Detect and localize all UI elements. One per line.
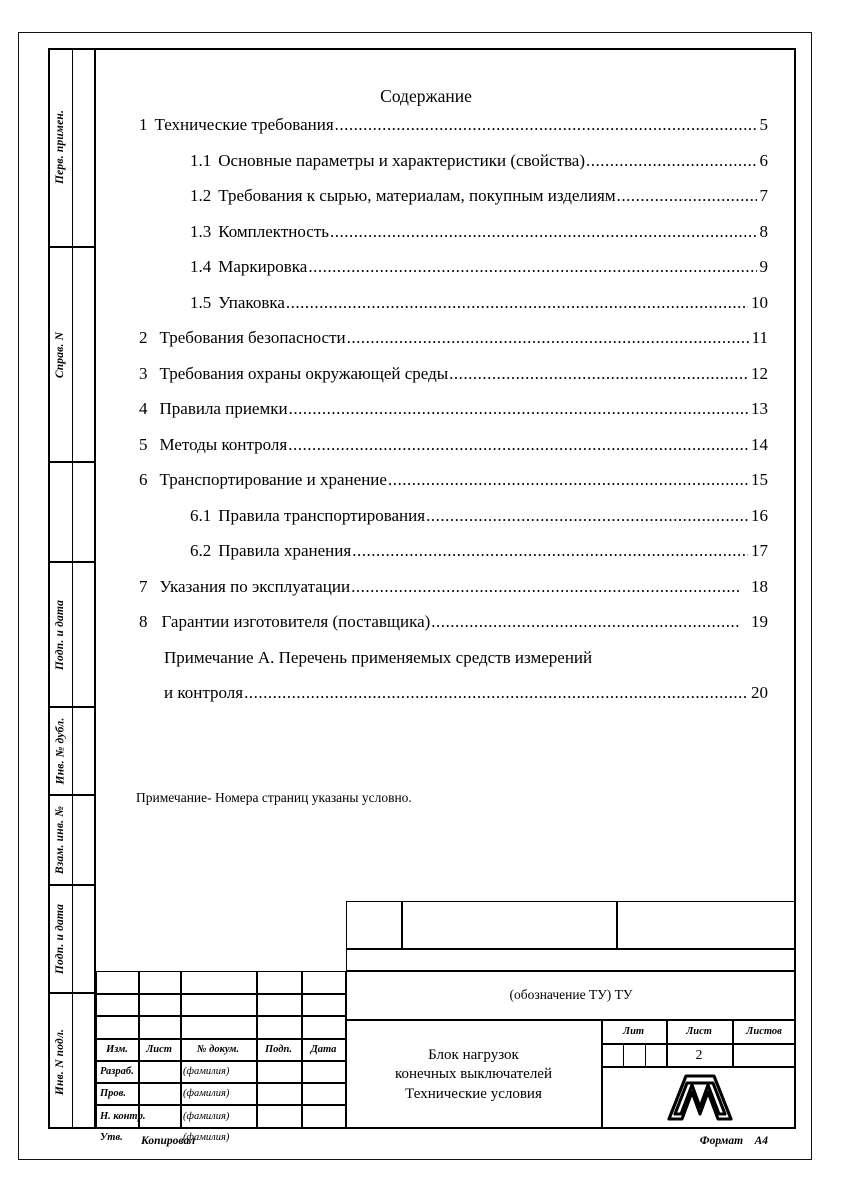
tb-product-name	[346, 1025, 601, 1125]
tb-header-izm: Изм.	[106, 1043, 128, 1055]
tb-sheet-label: Лист	[686, 1025, 712, 1037]
toc-label: Требования охраны окружающей среды	[159, 363, 449, 383]
toc-label: Транспортирование и хранение	[159, 470, 387, 489]
toc-page: 19	[751, 612, 768, 631]
toc-page: 15	[751, 470, 768, 489]
toc-label: Основные параметры и характеристики (свойства)	[218, 150, 586, 170]
tb-divider	[401, 901, 403, 949]
monogram-icon	[662, 1069, 736, 1127]
tb-name-nkontr: (фамилия)	[183, 1111, 230, 1122]
toc-leader	[586, 152, 756, 169]
toc-row[interactable]	[96, 436, 768, 453]
toc-page: 16	[751, 505, 768, 525]
margin-cell-sprav-n	[48, 248, 96, 463]
footer-format-value: А4	[754, 1135, 768, 1147]
toc-page: 7	[759, 186, 768, 205]
tb-role-nkontr: Н. контр.	[100, 1111, 146, 1122]
tb-header-list: Лист	[146, 1043, 172, 1055]
toc-label: Указания по эксплуатации	[159, 576, 351, 596]
toc-number: 4	[139, 399, 148, 418]
toc-number: 3	[139, 363, 148, 383]
margin-label: Инв. N подл.	[54, 1028, 66, 1095]
tb-upper-band	[346, 901, 796, 949]
footer-copied-label: Копировал	[141, 1135, 196, 1147]
toc-page: 12	[751, 363, 768, 383]
toc-number: 2	[139, 328, 148, 347]
toc-page: 10	[751, 292, 768, 312]
footer-format-label: Формат	[699, 1135, 744, 1147]
tb-lit-label: Лит	[622, 1025, 645, 1037]
toc-leader	[431, 613, 739, 630]
toc-number: 1	[139, 115, 148, 134]
footnote-text: Примечание- Номера страниц указаны условно.	[136, 790, 412, 805]
toc-number: 5	[139, 434, 148, 454]
toc-row[interactable]	[96, 507, 768, 524]
margin-cell-inner	[48, 463, 73, 561]
toc-number: 6.2	[190, 541, 212, 560]
margin-cell-podp-data-2	[48, 886, 96, 994]
toc-leader	[244, 684, 748, 701]
tb-designation: (обозначение ТУ) ТУ	[509, 987, 633, 1002]
footer-format	[700, 1135, 768, 1147]
tb-col-line	[645, 1043, 646, 1066]
toc-label: Упаковка	[218, 292, 285, 312]
toc-page: 9	[759, 257, 768, 276]
toc-number: 1.5	[190, 292, 212, 312]
toc-page: 17	[751, 541, 768, 560]
margin-cell-vzam-inv	[48, 796, 96, 886]
toc-label: Правила приемки	[159, 399, 288, 418]
tb-product-line-2: конечных выключателей	[394, 1066, 552, 1083]
toc-page: 18	[751, 576, 768, 596]
tb-name-prov: (фамилия)	[183, 1087, 230, 1099]
toc-row[interactable]	[96, 613, 768, 630]
toc-label: Маркировка	[218, 257, 308, 276]
tb-row-line	[96, 1015, 346, 1017]
company-logo	[601, 1066, 796, 1129]
toc-page: 20	[751, 683, 768, 702]
toc-page: 5	[759, 115, 768, 134]
toc-page: 8	[759, 221, 768, 241]
tb-divider	[616, 901, 618, 949]
toc-leader	[449, 365, 748, 382]
toc-leader	[289, 400, 748, 417]
toc-row[interactable]	[96, 187, 768, 204]
toc-row[interactable]	[96, 578, 768, 595]
toc-page: 6	[759, 150, 768, 170]
page-title: Содержание	[380, 86, 472, 106]
toc-number: 1.2	[190, 186, 212, 205]
toc-leader	[335, 116, 757, 133]
toc-leader	[352, 542, 748, 559]
tb-role-razrab: Разраб.	[100, 1065, 134, 1077]
toc-annex-text: Примечание А. Перечень применяемых средств измерений	[164, 647, 593, 667]
toc-number: 7	[139, 576, 148, 596]
tb-sheet-value: 2	[695, 1046, 703, 1062]
tb-header-data: Дата	[310, 1043, 337, 1055]
toc-row[interactable]	[96, 329, 768, 346]
margin-label: Подп. и дата	[54, 599, 66, 670]
margin-label: Инв. № дубл.	[54, 717, 66, 785]
toc-number: 1.3	[190, 221, 212, 241]
toc-label: Технические требования	[154, 115, 334, 134]
toc-row[interactable]	[96, 116, 768, 133]
tb-header-podp: Подп.	[265, 1043, 292, 1055]
toc-page: 13	[751, 399, 768, 418]
toc-label: Правила транспортирования	[218, 505, 426, 525]
margin-cell-inner	[48, 886, 73, 992]
toc-leader	[351, 578, 739, 595]
toc-row[interactable]	[96, 294, 768, 311]
toc-annex-line-2	[96, 684, 768, 701]
margin-cell-blank-1	[48, 463, 96, 563]
tb-role-prov: Пров.	[100, 1087, 126, 1099]
toc-number: 8	[139, 612, 148, 631]
margin-cell-podp-data-1	[48, 563, 96, 708]
margin-cell-inner	[48, 708, 73, 794]
toc-row[interactable]	[96, 471, 768, 488]
toc-row[interactable]	[96, 365, 768, 382]
toc-label: Гарантии изготовителя (поставщика)	[161, 612, 431, 631]
toc-leader	[330, 223, 756, 240]
toc-number: 6	[139, 470, 148, 489]
tb-row-line	[96, 993, 346, 995]
tb-sheets-value	[732, 1043, 796, 1066]
margin-cell-inner	[48, 248, 73, 461]
toc-row[interactable]	[96, 258, 768, 275]
toc-label: Правила хранения	[218, 541, 352, 560]
toc-label: Требования безопасности	[159, 328, 346, 347]
toc-annex-label: и контроля	[164, 683, 244, 702]
toc-row[interactable]	[96, 400, 768, 417]
margin-cell-inner	[48, 994, 73, 1129]
tb-header-docnum: № докум.	[196, 1043, 240, 1055]
tb-strip-2	[346, 949, 796, 971]
toc-row[interactable]	[96, 542, 768, 559]
margin-cell-inv-podl	[48, 994, 96, 1129]
table-of-contents	[96, 116, 768, 720]
margin-label: Взам. инв. №	[54, 805, 67, 875]
toc-leader	[286, 294, 748, 311]
margin-label: Справ. N	[54, 331, 67, 378]
margin-label: Подп. и дата	[54, 903, 66, 975]
tb-sheets-label: Листов	[746, 1025, 782, 1037]
toc-page: 11	[751, 328, 768, 347]
tb-name-utv: (фамилия)	[183, 1131, 230, 1143]
toc-leader	[617, 187, 757, 204]
toc-leader	[426, 507, 748, 524]
margin-cell-inv-dubl	[48, 708, 96, 796]
toc-number: 1.4	[190, 257, 212, 276]
tb-product-line-3: Технические условия	[405, 1085, 542, 1102]
toc-annex-line-1	[96, 649, 768, 666]
margin-cell-perv-primen	[48, 48, 96, 248]
toc-leader	[388, 471, 748, 488]
sheet-footer	[96, 1129, 796, 1159]
toc-row[interactable]	[96, 152, 768, 169]
tb-role-utv: Утв.	[100, 1131, 123, 1143]
toc-number: 6.1	[190, 505, 212, 525]
toc-label: Методы контроля	[159, 434, 288, 454]
margin-label: Перв. примен.	[54, 109, 67, 185]
toc-row[interactable]	[96, 223, 768, 240]
tb-name-razrab: (фамилия)	[183, 1065, 230, 1077]
margin-cell-inner	[48, 563, 73, 706]
margin-cell-inner	[48, 48, 73, 246]
margin-cell-inner	[48, 796, 73, 884]
tb-product-line-1: Блок нагрузок	[428, 1047, 519, 1064]
toc-leader	[347, 329, 749, 346]
tb-col-line	[623, 1043, 624, 1066]
toc-number: 1.1	[190, 150, 212, 170]
toc-leader	[288, 436, 748, 453]
toc-label: Комплектность	[218, 221, 330, 241]
left-margin-column	[48, 48, 96, 1129]
toc-leader	[308, 258, 756, 275]
toc-label: Требования к сырью, материалам, покупным изделиям	[218, 186, 616, 205]
toc-page: 14	[751, 434, 768, 454]
